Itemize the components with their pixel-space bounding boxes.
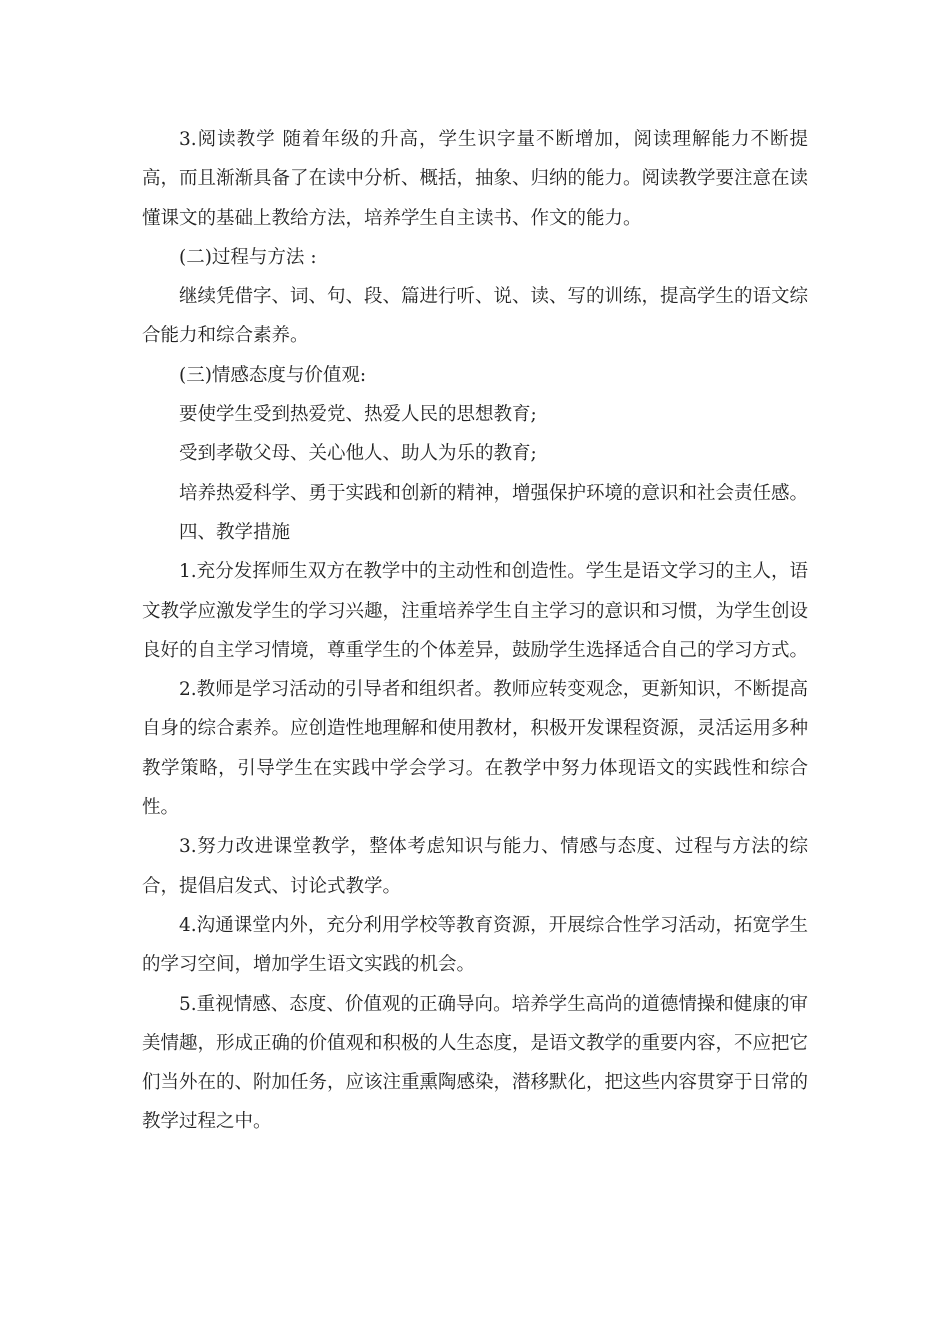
heading-teaching-measures: 四、教学措施	[179, 521, 291, 543]
heading-emotion-attitude-values: (三)情感态度与价值观:	[179, 364, 367, 386]
document-body	[142, 120, 808, 1142]
paragraph-emotion-1: 要使学生受到热爱党、热爱人民的思想教育;	[179, 404, 537, 426]
paragraph-emotion-2: 受到孝敬父母、关心他人、助人为乐的教育;	[179, 443, 537, 465]
heading-process-and-method: (二)过程与方法 :	[179, 246, 317, 268]
paragraph-emotion-3: 培养热爱科学、勇于实践和创新的精神，增强保护环境的意识和社会责任感。	[179, 482, 809, 504]
paragraph-reading-teaching: 3.阅读教学 随着年级的升高，学生识字量不断增加，阅读理解能力不断提高，而且渐渐具备了在读中分析、概括，抽象、归纳的能力。阅读教学要注意在读懂课文的基础上教给方法，培养学生自主读书、作文的能力。	[142, 129, 809, 229]
paragraph-measure-1: 1.充分发挥师生双方在教学中的主动性和创造性。学生是语文学习的主人，语文教学应激发学生的学习兴趣，注重培养学生自主学习的意识和习惯，为学生创设良好的自主学习情境，尊重学生的个体差异，鼓励学生选择适合自己的学习方式。	[142, 561, 809, 661]
paragraph-process-and-method: 继续凭借字、词、句、段、篇进行听、说、读、写的训练，提高学生的语文综合能力和综合素养。	[142, 286, 809, 347]
paragraph-measure-5: 5.重视情感、态度、价值观的正确导向。培养学生高尚的道德情操和健康的审美情趣，形成正确的价值观和积极的人生态度，是语文教学的重要内容，不应把它们当外在的、附加任务，应该注重熏陶感染，潜移默化，把这些内容贯穿于日常的教学过程之中。	[142, 993, 809, 1133]
paragraph-measure-4: 4.沟通课堂内外，充分利用学校等教育资源，开展综合性学习活动，拓宽学生的学习空间，增加学生语文实践的机会。	[142, 914, 808, 976]
paragraph-measure-3: 3.努力改进课堂教学，整体考虑知识与能力、情感与态度、过程与方法的综合，提倡启发式、讨论式教学。	[142, 836, 808, 897]
paragraph-measure-2: 2.教师是学习活动的引导者和组织者。教师应转变观念，更新知识，不断提高自身的综合素养。应创造性地理解和使用教材，积极开发课程资源，灵活运用多种教学策略，引导学生在实践中学会学习。在教学中努力体现语文的实践性和综合性。	[142, 679, 809, 819]
